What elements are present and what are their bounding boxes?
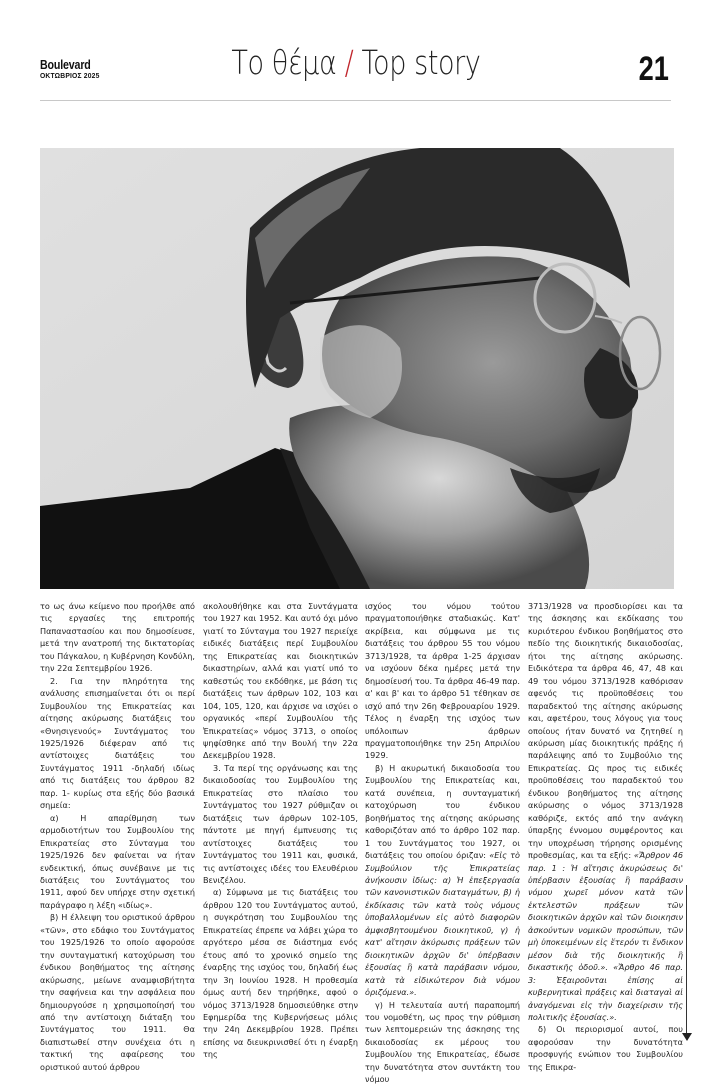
section-separator: / [344, 43, 353, 82]
brand-logo: Boulevard [40, 57, 91, 72]
paragraph-text: β) Η ακυρωτική δικαιοδοσία του Συμβουλίου της Επικρατείας και, κατά συνέπεια, η συνταγματική κατοχύρωση του ένδικου βοηθήματος της αίτησης ακύρωσης καθοριζόταν από το άρθρο 102 παρ. 1 του Συντάγματος του 1927, οι διατάξεις του οποίου όριζαν: [365, 762, 520, 861]
paragraph: δ) Οι περιορισμοί αυτοί, που αφορούσαν την δυνατότητα προσφυγής ενώπιον του Συμβουλίου της Επικρα- [528, 1024, 683, 1072]
paragraph: ισχύος του νόμου τούτου πραγματοποιήθηκε σταδιακώς. Κατ' ακρίβεια, και σύμφωνα με τις διατάξεις του άρθρου 55 του νόμου 3713/1928, τα άρθρα 1-25 άρχισαν να ισχύουν δέκα ημέρες μετά την δημοσίευσή του. Τα άρθρα 46-49 παρ. α' και β' και το άρθρο 51 τέθηκαν σε ισχύ από την 26η Φεβρουαρίου 1929. Τέλος η έναρξη της ισχύος των υπόλοιπων άρθρων πραγματοποιήθηκε την 25η Απριλίου 1929. [365, 601, 520, 761]
paragraph: το ως άνω κείμενο που προήλθε από τις εργασίες της επιτροπής Παπαναστασίου και που δημοσίευσε, μετά την ανατροπή της δικτατορίας του Πάγκαλου, η Κυβέρνηση Κονδύλη, την 22α Σεπτεμβρίου 1926. [40, 601, 195, 674]
paragraph: 2. Για την πληρότητα της ανάλυσης επισημαίνεται ότι οι περί Συμβουλίου της Επικρατείας και αίτησης ακύρωσης διατάξεις του «Θνησιγενούς» Συντάγματος του 1925/1926 διέφεραν από τις αντίστοιχες διατάξεις του Συντάγματος 1911 -δηλαδή ιδίως από τις διατάξεις του άρθρου 82 παρ. 1- κυρίως στα εξής δύο βασικά σημεία: [40, 675, 195, 811]
portrait-photo [40, 148, 674, 589]
header-divider [40, 100, 671, 101]
paragraph: α) Σύμφωνα με τις διατάξεις του άρθρου 120 του Συντάγματος αυτού, η συγκρότηση του Συμβουλίου της Επικρατείας έπρεπε να λάβει χώρα το αργότερο μέσα σε διάστημα ενός έτους από το χρονικό σημείο της έναρξης της ισχύος του, δηλαδή έως την 3η Ιουνίου 1928. Η προθεσμία όμως αυτή δεν τηρήθηκε, αφού ο νόμος 3713/1928 δημοσιεύθηκε στην Εφημερίδα της Κυβερνήσεως μόλις την 24η Δεκεμβρίου 1928. Πρέπει επίσης να διευκρινισθεί ότι η έναρξη της [203, 887, 358, 1060]
masthead [0, 0, 711, 110]
legal-quote: «Εἰς τὸ Συμβούλιον τῆς Ἐπικρατείας ἀνήκουσιν ἰδίως: α) Ἡ ἐπεξεργασία τῶν κανονιστικῶν διαταγμάτων, β) ἡ ἐκδίκασις τῶν κατὰ τοὺς νόμους ὑποβαλλομένων εἰς αὐτὸ διαφορῶν ἀμφισβητουμένου διοικητικοῦ, γ) ἡ κατ' αἴτησιν ἀκύρωσις πράξεων τῶν διοικητικῶν ἀρχῶν δι' ὑπέρβασιν ἐξουσίας ἢ κατὰ παράβασιν νόμου, κατὰ τὰ εἰδικώτερον διὰ νόμου ὁριζόμενα.». [365, 850, 521, 998]
continue-arrow-icon [683, 885, 691, 1045]
paragraph-text: 3713/1928 να προσδιορίσει και τα της άσκησης και εκδίκασης του κυριότερου ένδικου βοηθήματος στο πεδίο της διοικητικής δικαιοδοσίας, ήτοι της αίτησης ακύρωσης. Ειδικότερα τα άρθρα 46, 47, 48 και 49 του νόμου 3713/1928 καθόρισαν αφενός τις προϋποθέσεις του παραδεκτού της αίτησης ακύρωσης και, αφετέρου, τους λόγους για τους οποίους ήταν δυνατό να ζητηθεί η ακύρωση μίας διοικητικής πράξης ή παράλειψης από το Συμβούλιο της Επικρατείας. Ως προς τις ειδικές προϋποθέσεις του παραδεκτού του ένδικου βοηθήματος της αίτησης ακύρωσης ο νόμος 3713/1928 καθόριζε, εκτός από την ανάγκη ύπαρξης έννομου συμφέροντος και την υποχρέωση τήρησης ορισμένης προθεσμίας, και τα εξής: [528, 601, 683, 861]
issue-date: ΟΚΤΩΒΡΙΟΣ 2025 [40, 71, 100, 80]
article-column-1 [40, 600, 195, 1073]
article-column-4 [528, 600, 683, 1073]
legal-quote: «Ἄρθρον 46 παρ. 1 : Ἡ αἴτησις ἀκυρώσεως δι' ὑπέρβασιν ἐξουσίας ἢ παράβασιν νόμου χωρεῖ μόνον κατὰ τῶν ἐκτελεστῶν πράξεων τῶν διοικητικῶν ἀρχῶν καὶ τῶν διοικησιν ἀσκούντων νομικῶν προσώπων, τῶν μὴ ὑποκειμένων εἰς ἕτερόν τι ἔνδικον μέσον διὰ τῆς διοικητικῆς ἢ δικαστικῆς ὁδοῦ.». «Ἄρθρο 46 παρ. 3: Ἐξαιροῦνται ἐπίσης αἱ κυβερνητικαὶ πράξεις καὶ διαταγαὶ αἱ ἀναγόμεναι εἰς τὴν διαχείρισιν τῆς πολιτικῆς ἐξουσίας.». [528, 850, 683, 1022]
section-title-english: Top story [361, 43, 481, 82]
article-column-2 [203, 600, 358, 1061]
article-column-3 [365, 600, 520, 1086]
paragraph: ακολουθήθηκε και στα Συντάγματα του 1927 και 1952. Και αυτό όχι μόνο γιατί το Σύνταγμα του 1927 περιείχε ειδικές διατάξεις περί Συμβουλίου της Επικρατείας και διοικητικών δικαστηρίων, αλλά και γιατί υπό το καθεστώς του εκδόθηκε, με βάση τις διατάξεις των άρθρων 102, 103 και 104, 105, 120, και άρχισε να ισχύει ο οργανικός «περί Συμβουλίου τῆς Ἐπικρατείας» νόμος 3713, ο οποίος ψηφίσθηκε από την Βουλή την 22α Δεκεμβρίου 1928. [203, 601, 358, 761]
page-number: 21 [638, 50, 669, 88]
section-title-greek: Το θέμα [230, 43, 336, 82]
article-body [40, 600, 683, 1085]
portrait-illustration [40, 148, 674, 589]
paragraph [365, 762, 520, 999]
paragraph: β) Η έλλειψη του οριστικού άρθρου «τῶν», στο εδάφιο του Συντάγματος του 1925/1926 το οποίο αφορούσε την συνταγματική κατοχύρωση του ένδικου βοηθήματος της αίτησης ακύρωσης, μείωνε αναμφισβήτητα την σαφήνεια και την ασφάλεια που δημιουργούσε η χρησιμοποίησή του από την αντίστοιχη διάταξη του Συντάγματος του 1911. Θα διαπιστωθεί στην συνέχεια ότι η τακτική της αφαίρεσης του οριστικού αυτού άρθρου [40, 912, 195, 1072]
paragraph: α) Η απαρίθμηση των αρμοδιοτήτων του Συμβουλίου της Επικρατείας στο Σύνταγμα του 1925/1926 δεν φαίνεται να ήταν ενδεικτική, όπως συνέβαινε με τις διατάξεις του Συντάγματος του 1911, αφού δεν υπήρχε στην σχετική παράγραφο η λέξη «ιδίως». [40, 812, 195, 910]
section-title [0, 43, 711, 82]
paragraph [528, 600, 683, 1023]
paragraph: 3. Τα περί της οργάνωσης και της δικαιοδοσίας του Συμβουλίου της Επικρατείας στο πλαίσιο του Συντάγματος του 1927 ρύθμιζαν οι διατάξεις των άρθρων 102-105, πάντοτε με πηγή έμπνευσης τις αντίστοιχες διατάξεις του Συντάγματος του 1911 και, φυσικά, τις αντίστοιχες ιδέες του Ελευθέριου Βενιζέλου. [203, 762, 358, 885]
paragraph: γ) Η τελευταία αυτή παραπομπή του νομοθέτη, ως προς την ρύθμιση των λεπτομερειών της άσκησης της δικαιοδοσίας εκ μέρους του Συμβουλίου της Επικρατείας, έδωσε την δυνατότητα στον συντάκτη του νόμου [365, 999, 520, 1085]
